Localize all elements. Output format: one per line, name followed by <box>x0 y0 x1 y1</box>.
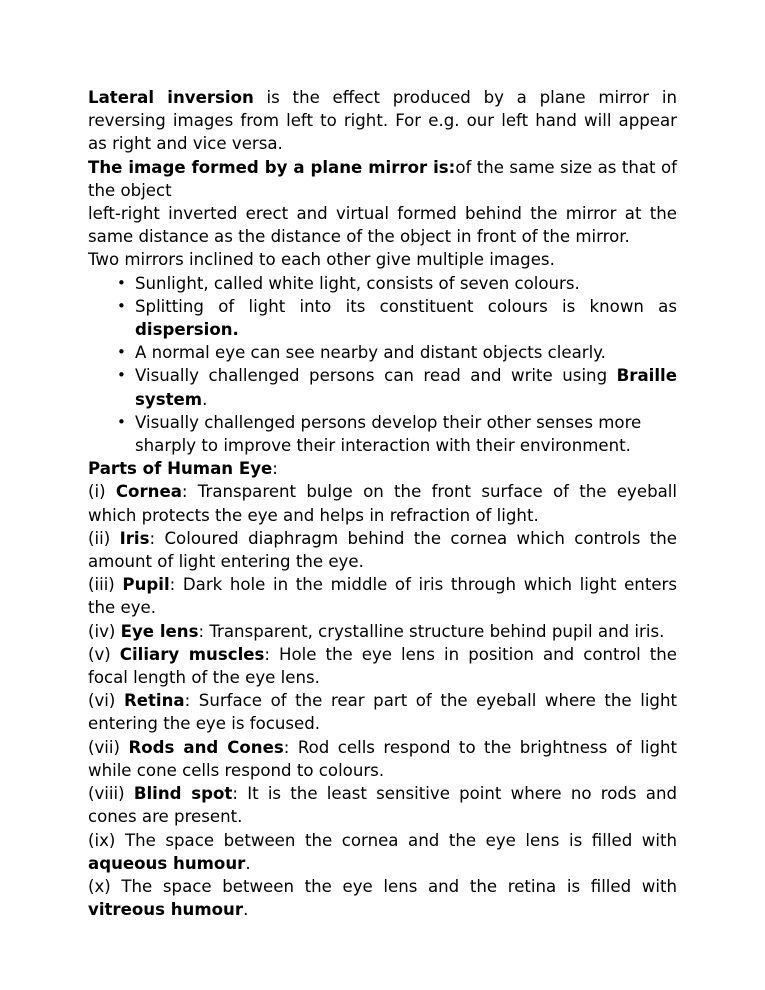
bold-text: vitreous humour <box>88 900 244 920</box>
eye-part-pupil: (iii) Pupil: Dark hole in the middle of iris through which light enters the eye. <box>88 575 678 618</box>
document-body <box>88 86 677 921</box>
list-item: • Visually challenged persons develop their other senses more sharply to improve their interaction with their environment. <box>88 411 677 457</box>
eye-parts-list <box>88 480 677 921</box>
bold-text: Braille system <box>135 366 677 409</box>
bold-text: Cornea <box>115 482 182 502</box>
list-item: • Sunlight, called white light, consists of seven colours. <box>88 272 677 295</box>
bold-text: Iris <box>119 528 150 548</box>
bold-text: Ciliary muscles <box>119 644 265 664</box>
eye-part-aqueous-humour: (ix) The space between the cornea and the eye lens is filled with aqueous humour. <box>88 830 677 873</box>
paragraph-left-right-inverted: left-right inverted erect and virtual formed behind the mirror at the same distance as the distance of the object in front of the mirror. <box>88 204 677 247</box>
paragraph-image-formed-by-plane-mirror: The image formed by a plane mirror is:of the same size as that of the object <box>88 157 677 200</box>
eye-part-ciliary-muscles: (v) Ciliary muscles: Hole the eye lens in position and control the focal length of the eye lens. <box>88 644 677 688</box>
paragraph-lateral-inversion: Lateral inversion is the effect produced by a plane mirror in reversing images from left to right. For e.g. our left hand will appear as right and vice versa. <box>88 88 677 154</box>
bold-text: Eye lens <box>120 621 199 641</box>
bullet-list <box>88 272 677 458</box>
list-item: • A normal eye can see nearby and distant objects clearly. <box>88 341 677 364</box>
bold-text: aqueous humour <box>88 853 246 873</box>
bold-text: Rods and Cones <box>128 737 284 757</box>
eye-part-rods-and-cones: (vii) Rods and Cones: Rod cells respond to the brightness of light while cone cells respond to colours. <box>88 737 678 780</box>
bold-text: The image formed by a plane mirror is: <box>88 157 456 177</box>
bold-text: Parts of Human Eye <box>88 459 273 479</box>
eye-part-vitreous-humour: (x) The space between the eye lens and the retina is filled with vitreous humour. <box>88 876 677 920</box>
eye-part-blind-spot: (viii) Blind spot: It is the least sensitive point where no rods and cones are present. <box>88 784 677 827</box>
eye-part-cornea: (i) Cornea: Transparent bulge on the front surface of the eyeball which protects the eye and helps in refraction of light. <box>88 482 677 525</box>
bold-text: Retina <box>123 691 185 711</box>
intro-paragraphs <box>88 86 677 272</box>
eye-part-eye-lens: (iv) Eye lens: Transparent, crystalline structure behind pupil and iris. <box>88 621 665 641</box>
bold-text: Blind spot <box>133 784 233 804</box>
section-heading-parts-of-human-eye: Parts of Human Eye: <box>88 459 278 479</box>
bold-text: Pupil <box>122 575 170 595</box>
paragraph-two-mirrors-inclined: Two mirrors inclined to each other give multiple images. <box>88 250 555 270</box>
list-item: • Splitting of light into its constituent colours is known as dispersion. <box>88 295 677 341</box>
list-item: • Visually challenged persons can read and write using Braille system. <box>88 364 677 410</box>
bold-text: dispersion. <box>135 320 239 340</box>
eye-part-retina: (vi) Retina: Surface of the rear part of the eyeball where the light entering the eye is focused. <box>88 691 677 734</box>
bold-text: Lateral inversion <box>88 88 254 107</box>
eye-part-iris: (ii) Iris: Coloured diaphragm behind the cornea which controls the amount of light entering the eye. <box>88 528 677 572</box>
